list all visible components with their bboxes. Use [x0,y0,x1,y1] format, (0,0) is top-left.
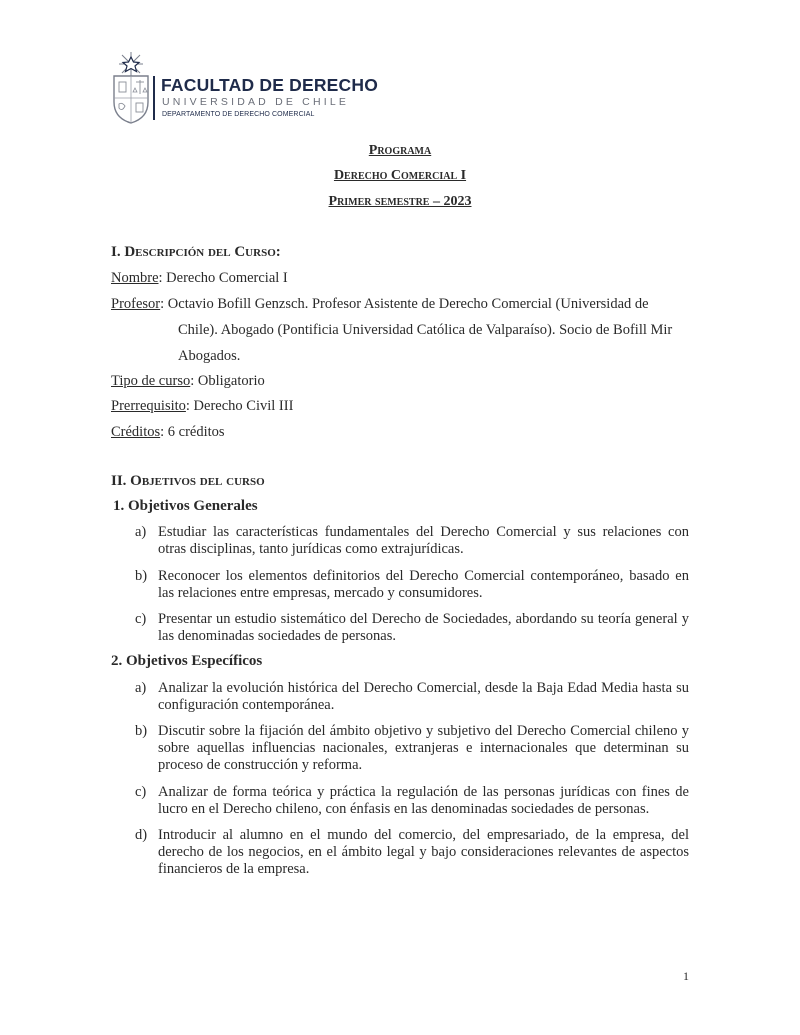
item-text: Estudiar las características fundamentales del Derecho Comercial y sus relaciones con otras disciplinas, tanto jurídicas como extrajurídicas. [158,524,689,557]
item-text: Analizar la evolución histórica del Derecho Comercial, desde la Baja Edad Media hasta su configuración contemporánea. [158,680,689,713]
course-type-label: Tipo de curso [111,373,191,389]
course-name-line [111,270,288,287]
professor-value-line1: : Octavio Bofill Genzsch. Profesor Asistente de Derecho Comercial (Universidad de [160,296,649,312]
prerequisite-line [111,398,293,415]
specific-objective-item [111,680,689,714]
general-objective-item [111,524,689,558]
item-text: Reconocer los elementos definitorios del Derecho Comercial contemporáneo, basado en las relaciones entre empresas, mercado y consumidores. [158,568,689,601]
semester-title: Primer semestre – 2023 [328,194,472,209]
item-text: Introducir al alumno en el mundo del comercio, del empresariado, de la empresa, del derecho de los negocios, en el ámbito legal y bajo consideraciones relevantes de aspectos financieros de la empresa. [158,827,689,877]
prerequisite-label: Prerrequisito [111,398,186,414]
specific-objectives-heading: 2. Objetivos Específicos [111,653,263,669]
faculty-logo [110,50,379,125]
credits-line [111,424,225,441]
course-type-value: : Obligatorio [190,373,265,389]
course-name-label: Nombre [111,270,159,286]
professor-value-line2: Chile). Abogado (Pontificia Universidad Católica de Valparaíso). Socio de Bofill Mir [178,322,673,338]
professor-line [111,296,649,313]
specific-objective-item [111,723,689,774]
item-text: Discutir sobre la fijación del ámbito objetivo y subjetivo del Derecho Comercial chileno y sobre aquellas influencias nacionales, extranjeras e internacionales que determinan su proceso de construcción y reforma. [158,723,689,773]
department-name: DEPARTAMENTO DE DERECHO COMERCIAL [162,111,315,118]
prerequisite-value: : Derecho Civil III [185,398,294,414]
professor-label: Profesor [111,296,161,312]
item-letter: c) [135,611,147,627]
item-text: Analizar de forma teórica y práctica la regulación de las personas jurídicas con fines de lucro en el Derecho chileno, con énfasis en las denominadas sociedades de personas. [158,784,689,817]
general-objective-item [111,611,689,645]
faculty-name: FACULTAD DE DERECHO [161,75,379,95]
section-description-heading: I. Descripción del Curso: [111,244,281,260]
general-objectives-heading: 1. Objetivos Generales [113,498,258,514]
credits-label: Créditos [111,424,161,440]
item-letter: a) [135,524,147,540]
logo-divider [153,76,155,120]
university-crest-icon [110,50,152,125]
section-objectives-heading: II. Objetivos del curso [111,473,265,489]
university-name: UNIVERSIDAD DE CHILE [162,96,350,108]
course-name-value: : Derecho Comercial I [158,270,288,286]
specific-objective-item [111,827,689,878]
item-letter: b) [135,723,148,739]
page-number: 1 [683,969,689,983]
item-letter: c) [135,784,147,800]
item-text: Presentar un estudio sistemático del Derecho de Sociedades, abordando su teoría general y las denominadas sociedades de personas. [158,611,689,644]
item-letter: d) [135,827,148,843]
course-title: Derecho Comercial I [333,168,467,183]
item-letter: a) [135,680,147,696]
program-title: Programa [368,143,432,158]
specific-objective-item [111,784,689,818]
general-objective-item [111,568,689,602]
item-letter: b) [135,568,148,584]
professor-value-line3: Abogados. [178,348,241,364]
credits-value: : 6 créditos [160,424,225,440]
course-type-line [111,373,265,390]
